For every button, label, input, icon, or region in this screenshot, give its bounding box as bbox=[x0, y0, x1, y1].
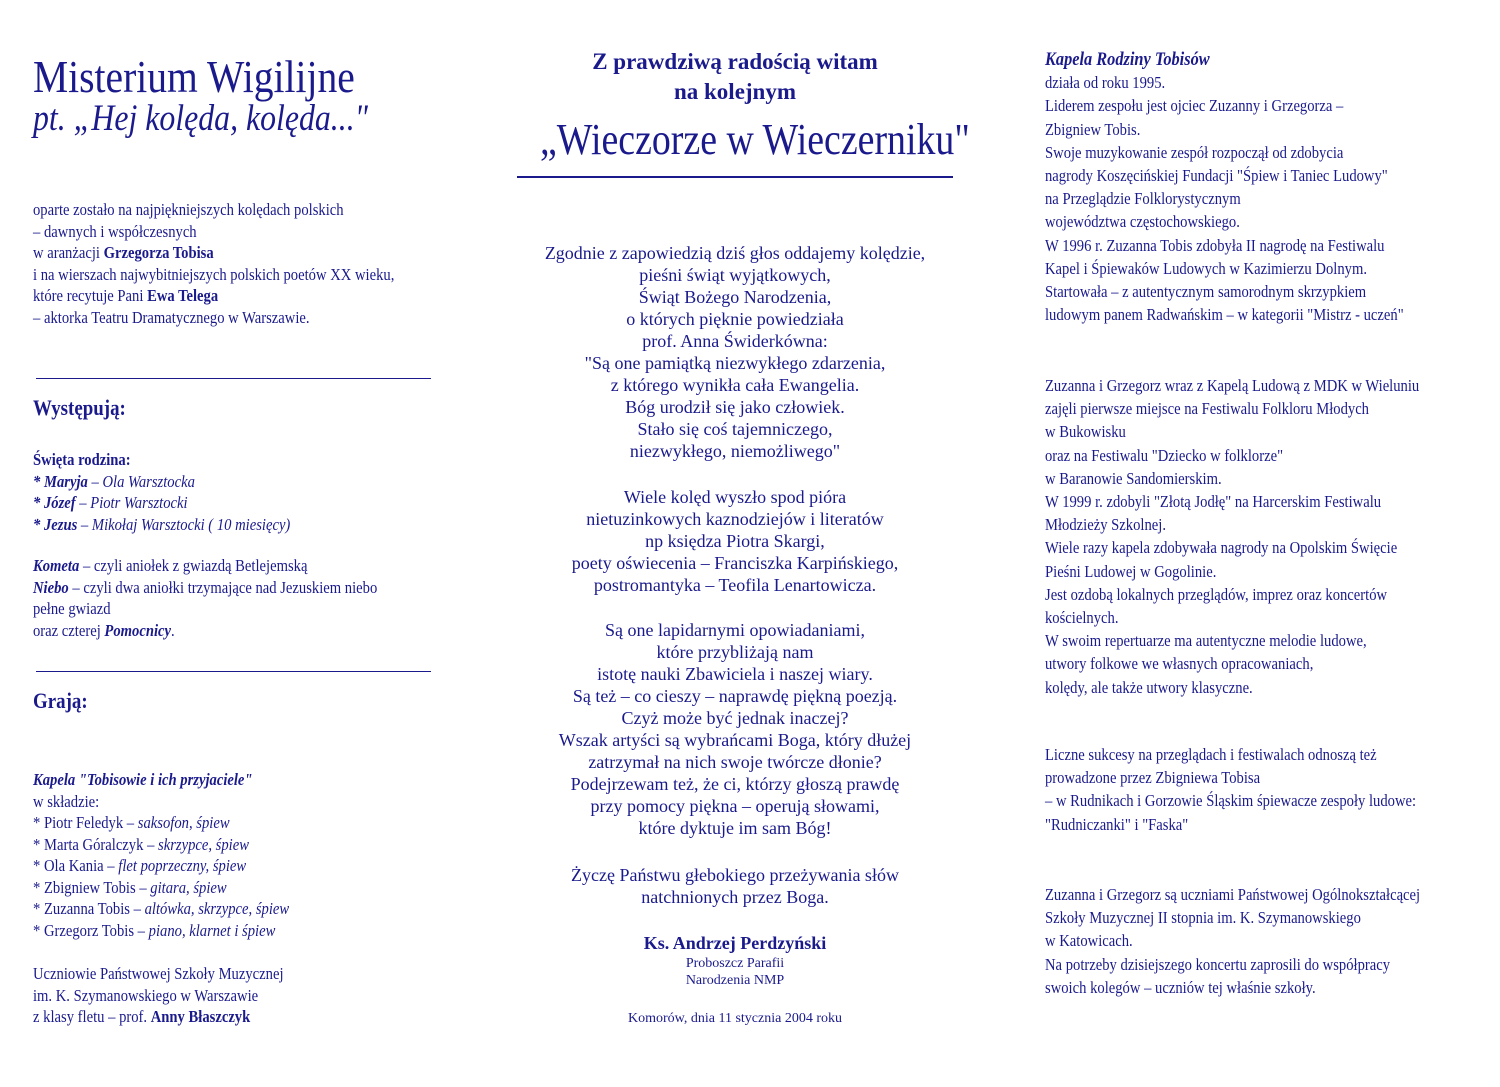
reciter-name: Ewa Telega bbox=[147, 286, 219, 305]
roles-section: Kometa – czyli aniołek z gwiazdą Betlejemską Niebo – czyli dwa aniołki trzymające nad Jezuskiem niebo pełne gwiazd oraz czterej Pomocnicy. bbox=[33, 556, 378, 640]
greeting: Z prawdziwą radością witam na kolejnym bbox=[592, 49, 878, 104]
school-info: Zuzanna i Grzegorz są uczniami Państwowej Ogólnokształcącej Szkoły Muzycznej II stopnia im. K. Szymanowskiego w Katowicach. Na potrzeby dzisiejszego koncertu zaprosili do współpracy swoich kolegów – uczniów tej właśnie szkoły. bbox=[1045, 885, 1421, 997]
holy-family-section bbox=[33, 449, 332, 535]
divider bbox=[36, 378, 431, 379]
teacher-name: Anny Błaszczyk bbox=[150, 1007, 251, 1026]
list-item: * Zbigniew Tobis – gitara, śpiew bbox=[33, 877, 227, 897]
list-item: * Jezus – Mikołaj Warsztocki ( 10 miesięcy) bbox=[33, 514, 291, 534]
paragraph-2: Wiele kolęd wyszło spod pióra nietuzinkowych kaznodziejów i literatów np księdza Piotra Skargi, poety oświecenia – Franciszka Karpińskiego, postromantyka – Teofila Lenartowicza. bbox=[571, 487, 899, 595]
list-item: * Maryja – Ola Warsztocka bbox=[33, 471, 195, 491]
concert-title: Misterium Wigilijne bbox=[33, 51, 355, 102]
achievements: Zuzanna i Grzegorz wraz z Kapelą Ludową z MDK w Wieluniu zajęli pierwsze miejsce na Festiwalu Folkloru Młodych w Bukowisku oraz na Festiwalu "Dziecko w folklorze" w Baranowie Sandomierskim. W 1999 r. zdobyli "Złotą Jodłę" na Harcerskim Festiwalu Młodzieży Szkolnej. Wiele razy kapela zdobywała nagrody na Opolskim Święcie Pieśni Ludowej w Gogolinie. Jest ozdobą lokalnych przeglądów, imprez oraz koncertów kościelnych. W swoim repertuarze ma autentyczne melodie ludowe, utwory folkowe we własnych opracowaniach, kolędy, ale także utwory klasyczne. bbox=[1045, 376, 1420, 697]
list-item: * Józef – Piotr Warsztocki bbox=[33, 493, 188, 512]
paragraph-1: Zgodnie z zapowiedzią dziś głos oddajemy kolędzie, pieśni świąt wyjątkowych, Świąt Bożego Narodzenia, o których pięknie powiedziała prof. Anna Świderkówna: "Są one pamiątką niezwykłego zdarzenia, z którego wynikła cała Ewangelia. Bóg urodził się jako człowiek. Stało się coś tajemniczego, niezwykłego, niemożliwego" bbox=[544, 243, 926, 461]
concert-subtitle: pt. „Hej kolęda, kolęda..." bbox=[33, 98, 369, 139]
band-title: Kapela Rodziny Tobisów bbox=[1045, 49, 1210, 70]
list-item: * Piotr Feledyk – saksofon, śpiew bbox=[33, 813, 230, 832]
list-item: * Marta Góralczyk – skrzypce, śpiew bbox=[33, 834, 249, 854]
list-item: * Zuzanna Tobis – altówka, skrzypce, śpiew bbox=[33, 899, 290, 918]
other-successes: Liczne sukcesy na przeglądach i festiwalach odnoszą też prowadzone przez Zbigniewa Tobisa – w Rudnikach i Gorzowie Śląskim śpiewacze zespoły ludowe: "Rudniczanki" i "Faska" bbox=[1045, 745, 1417, 834]
performers-heading: Występują: bbox=[33, 395, 126, 420]
holy-family-heading: Święta rodzina: bbox=[33, 450, 131, 469]
signature-role: Proboszcz Parafii Narodzenia NMP bbox=[685, 956, 785, 988]
students-section: Uczniowie Państwowej Szkoły Muzycznej im. K. Szymanowskiego w Warszawie z klasy fletu – prof. Anny Błaszczyk bbox=[33, 964, 284, 1026]
paragraph-3: Są one lapidarnymi opowiadaniami, które przybliżają nam istotę nauki Zbawiciela i naszej wiary. Są też – co cieszy – naprawdę piękną poezją. Czyż może być jednak inaczej? Wszak artyści są wybrańcami Boga, który dłużej zatrzymał na nich swoje twórcze dłonie? Podejrzewam też, że ci, którzy głoszą prawdę przy pomocy piękna – operują słowami, które dyktuje im sam Bóg! bbox=[558, 620, 912, 838]
band-name: Kapela "Tobisowie i ich przyjaciele" bbox=[33, 770, 253, 789]
list-item: * Ola Kania – flet poprzeczny, śpiew bbox=[33, 856, 247, 875]
arranger-name: Grzegorza Tobisa bbox=[103, 243, 214, 262]
players-heading: Grają: bbox=[33, 688, 88, 713]
list-item: * Grzegorz Tobis – piano, klarnet i śpiew bbox=[33, 920, 276, 940]
paragraph-4: Życzę Państwu głebokiego przeżywania słów natchnionych przez Boga. bbox=[571, 865, 899, 907]
band-history: Kapela Rodziny Tobisów działa od roku 1995. Liderem zespołu jest ojciec Zuzanny i Grzegorza – Zbigniew Tobis. Swoje muzykowanie zespół rozpoczął od zdobycia nagrody Koszęcińskiej Fundacji "Śpiew i Taniec Ludowy" na Przeglądzie Folklorystycznym województwa częstochowskiego. W 1996 r. Zuzanna Tobis zdobyła II nagrodę na Festiwalu Kapel i Śpiewaków Ludowych w Kazimierzu Dolnym. Startowała – z autentycznym samorodnym skrzypkiem ludowym panem Radwańskim – w kategorii "Mistrz - uczeń" bbox=[1045, 49, 1404, 325]
title-underline bbox=[517, 176, 953, 178]
event-title: „Wieczorze w Wieczerniku" bbox=[539, 115, 970, 164]
band-section: Kapela "Tobisowie i ich przyjaciele" w składzie: * Piotr Feledyk – saksofon, śpiew * Marta Góralczyk – skrzypce, śpiew * Ola Kania – flet poprzeczny, śpiew * Zbigniew Tobis – gitara, śpiew * Zuzanna Tobis – altówka, skrzypce, śpiew * Grzegorz Tobis – piano, klarnet i śpiew bbox=[33, 770, 290, 940]
place-date: Komorów, dnia 11 stycznia 2004 roku bbox=[628, 1011, 842, 1026]
intro-text: oparte zostało na najpiękniejszych kolędach polskich – dawnych i współczesnych w aranżacji Grzegorza Tobisa i na wierszach najwybitniejszych polskich poetów XX wieku, które recytuje Pani Ewa Telega – aktorka Teatru Dramatycznego w Warszawie. bbox=[33, 200, 395, 327]
divider bbox=[36, 671, 431, 672]
signature-name: Ks. Andrzej Perdzyński bbox=[643, 933, 827, 953]
